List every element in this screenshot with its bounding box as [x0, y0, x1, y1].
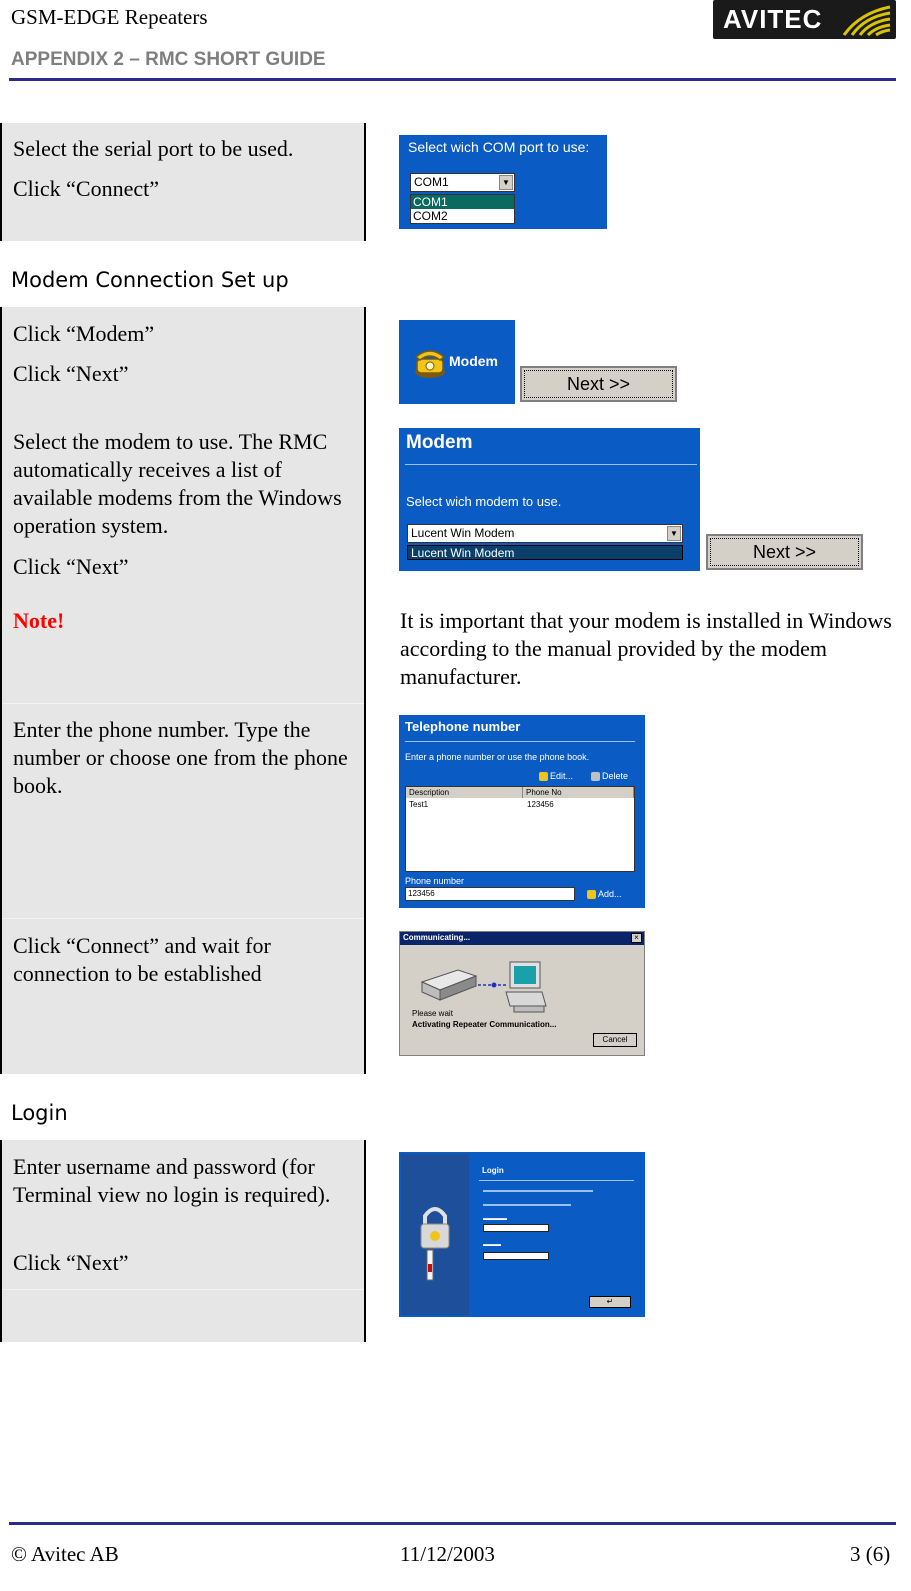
panel-divider [2, 703, 364, 704]
step-text: Click “Next” [13, 361, 129, 386]
com-port-screenshot [399, 135, 607, 229]
modem-prompt: Select wich modem to use. [406, 494, 562, 509]
communicating-dialog-screenshot [399, 931, 645, 1056]
edit-button [539, 771, 573, 781]
column-header: Description [406, 787, 523, 798]
password-label: ▬▬▬ [483, 1242, 501, 1248]
enter-button: ↵ [589, 1296, 631, 1308]
telephone-icon [413, 345, 447, 379]
username-label: ▬▬▬▬ [483, 1216, 507, 1222]
step-text: Select the modem to use. The RMC automatically receives a list of available modems from the Windows operation system. [13, 429, 342, 538]
dialog-titlebar [400, 932, 644, 945]
next-button-screenshot [706, 534, 863, 570]
step-panel-modem [0, 307, 366, 1074]
logo-text: AVITEC [723, 4, 823, 34]
step-text: Click “Connect” [13, 176, 160, 201]
footer-rule [9, 1522, 896, 1525]
add-button [587, 889, 622, 899]
dialog-title: Communicating... [403, 933, 471, 942]
panel-divider [2, 918, 364, 919]
add-label: Add... [598, 889, 622, 899]
com-port-select [410, 173, 515, 192]
table-cell: 123456 [527, 800, 554, 809]
note-label: Note! [13, 608, 65, 633]
column-header: Phone No [523, 787, 634, 798]
padlock-icon [415, 1194, 455, 1286]
telephone-title: Telephone number [405, 719, 521, 734]
modem-select-screenshot [399, 428, 700, 571]
phone-book-table [405, 786, 635, 872]
step-panel-serial [0, 123, 366, 241]
login-title-rule [479, 1180, 634, 1181]
login-text-line [483, 1190, 593, 1192]
password-field [483, 1252, 549, 1260]
login-sidebar [401, 1154, 469, 1315]
next-button-label: Next >> [524, 370, 673, 398]
step-text: Click “Next” [13, 554, 129, 579]
section-title-login: Login [11, 1101, 68, 1125]
dialog-wait-text: Please wait [412, 1009, 453, 1018]
step-text: Click “Connect” and wait for connection to be established [13, 933, 271, 986]
footer-date: 11/12/2003 [400, 1542, 495, 1566]
modem-heading-rule [405, 464, 697, 465]
modem-button-label: Modem [449, 353, 498, 369]
login-screenshot [399, 1152, 645, 1317]
com-port-option: COM1 [411, 195, 514, 209]
delete-button [591, 771, 628, 781]
next-button-screenshot [520, 366, 677, 402]
logo-mark-icon [840, 3, 892, 36]
trash-icon [591, 772, 600, 781]
next-button-label: Next >> [710, 538, 859, 566]
step-text: Click “Modem” [13, 321, 155, 346]
footer-copyright: © Avitec AB [11, 1542, 119, 1566]
com-port-label: Select wich COM port to use: [408, 139, 590, 155]
document-title: GSM-EDGE Repeaters [11, 5, 208, 29]
step-text: Enter the phone number. Type the number or choose one from the phone book. [13, 717, 348, 798]
edit-label: Edit... [550, 771, 574, 781]
com-port-list [410, 194, 515, 224]
step-text: Select the serial port to be used. [13, 136, 294, 161]
step-panel-login [0, 1140, 366, 1342]
phone-number-label: Phone number [405, 876, 465, 886]
telephone-prompt: Enter a phone number or use the phone book. [405, 752, 590, 762]
cancel-button: Cancel [593, 1033, 637, 1047]
delete-label: Delete [602, 771, 629, 781]
table-cell: Test1 [409, 800, 429, 809]
close-icon: × [631, 933, 642, 943]
com-port-value: COM1 [414, 175, 449, 189]
chevron-down-icon: ▼ [499, 175, 513, 190]
step-text: Enter username and password (for Terminal view no login is required). [13, 1154, 331, 1207]
add-icon [587, 890, 596, 899]
telephone-screenshot [399, 715, 645, 908]
section-title-modem: Modem Connection Set up [11, 268, 289, 292]
modem-list [407, 545, 683, 560]
header-rule [9, 78, 896, 81]
chevron-down-icon: ▼ [667, 526, 681, 541]
step-text: Click “Next” [13, 1250, 129, 1275]
modem-button-screenshot [399, 320, 515, 404]
modem-select [407, 524, 683, 543]
dialog-status-text: Activating Repeater Communication... [412, 1020, 557, 1029]
telephone-title-rule [405, 741, 635, 742]
modem-heading: Modem [406, 432, 473, 453]
footer-page-number: 3 (6) [850, 1542, 891, 1566]
edit-icon [539, 772, 548, 781]
login-text-line [483, 1204, 571, 1206]
login-title: Login [482, 1166, 504, 1175]
avitec-logo [713, 0, 896, 39]
phone-number-field: 123456 [405, 887, 575, 901]
modem-select-value: Lucent Win Modem [411, 526, 515, 540]
note-text: It is important that your modem is installed in Windows according to the manual provided by the modem manufacturer. [400, 608, 892, 689]
appendix-title: APPENDIX 2 – RMC SHORT GUIDE [11, 49, 326, 70]
panel-divider [2, 1289, 364, 1290]
com-port-option: COM2 [413, 209, 448, 223]
username-field [483, 1224, 549, 1232]
modem-list-option: Lucent Win Modem [411, 546, 515, 560]
